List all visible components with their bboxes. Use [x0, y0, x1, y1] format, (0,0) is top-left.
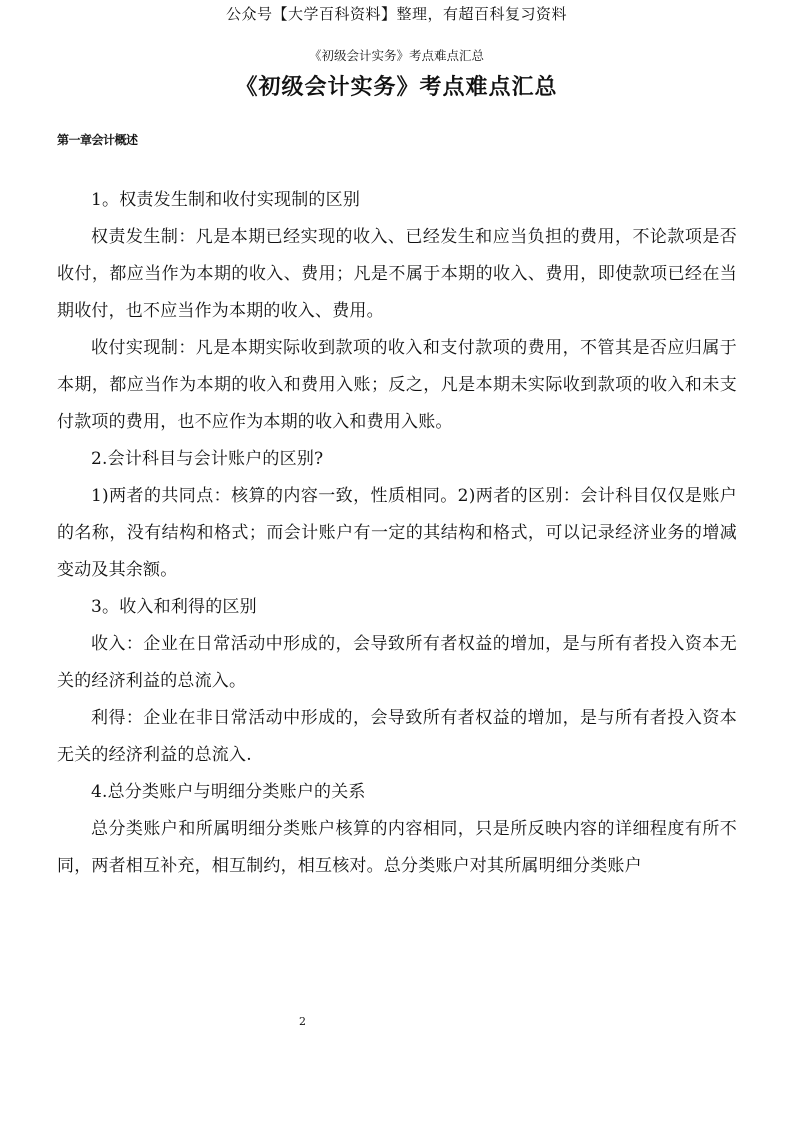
section-heading-1: 1。权责发生制和收付实现制的区别 — [91, 190, 361, 210]
paragraph: 权责发生制：凡是本期已经实现的收入、已经发生和应当负担的费用，不论款项是否收付，都应当作为本期的收入、费用；凡是不属于本期的收入、费用，即使款项已经在当期收付，也不应当作为本期的收入、费用。 — [57, 227, 737, 321]
running-header: 《初级会计实务》考点难点汇总 — [308, 48, 484, 63]
paragraph: 收付实现制：凡是本期实际收到款项的收入和支付款项的费用，不管其是否应归属于本期，都应当作为本期的收入和费用入账；反之，凡是本期未实际收到款项的收入和未支付款项的费用，也不应作为本期的收入和费用入账。 — [57, 338, 737, 432]
document-body — [57, 182, 737, 885]
document-title: 《初级会计实务》考点难点汇总 — [235, 75, 558, 100]
section-heading-3: 3。收入和利得的区别 — [91, 597, 257, 617]
paragraph: 收入：企业在日常活动中形成的，会导致所有者权益的增加，是与所有者投入资本无关的经济利益的总流入。 — [57, 634, 737, 691]
paragraph: 1)两者的共同点：核算的内容一致，性质相同。2)两者的区别：会计科目仅仅是账户的名称，没有结构和格式；而会计账户有一定的其结构和格式，可以记录经济业务的增减变动及其余额。 — [57, 486, 737, 580]
section-heading-4: 4.总分类账户与明细分类账户的关系 — [91, 782, 366, 802]
chapter-heading: 第一章会计概述 — [57, 133, 138, 147]
paragraph: 利得：企业在非日常活动中形成的，会导致所有者权益的增加，是与所有者投入资本无关的经济利益的总流入. — [57, 708, 737, 765]
paragraph: 总分类账户和所属明细分类账户核算的内容相同，只是所反映内容的详细程度有所不同，两者相互补充，相互制约，相互核对。总分类账户对其所属明细分类账户 — [57, 819, 737, 876]
section-heading-2: 2.会计科目与会计账户的区别? — [91, 449, 324, 469]
top-banner: 公众号【大学百科资料】整理，有超百科复习资料 — [225, 5, 567, 23]
page-number: 2 — [299, 1015, 306, 1028]
